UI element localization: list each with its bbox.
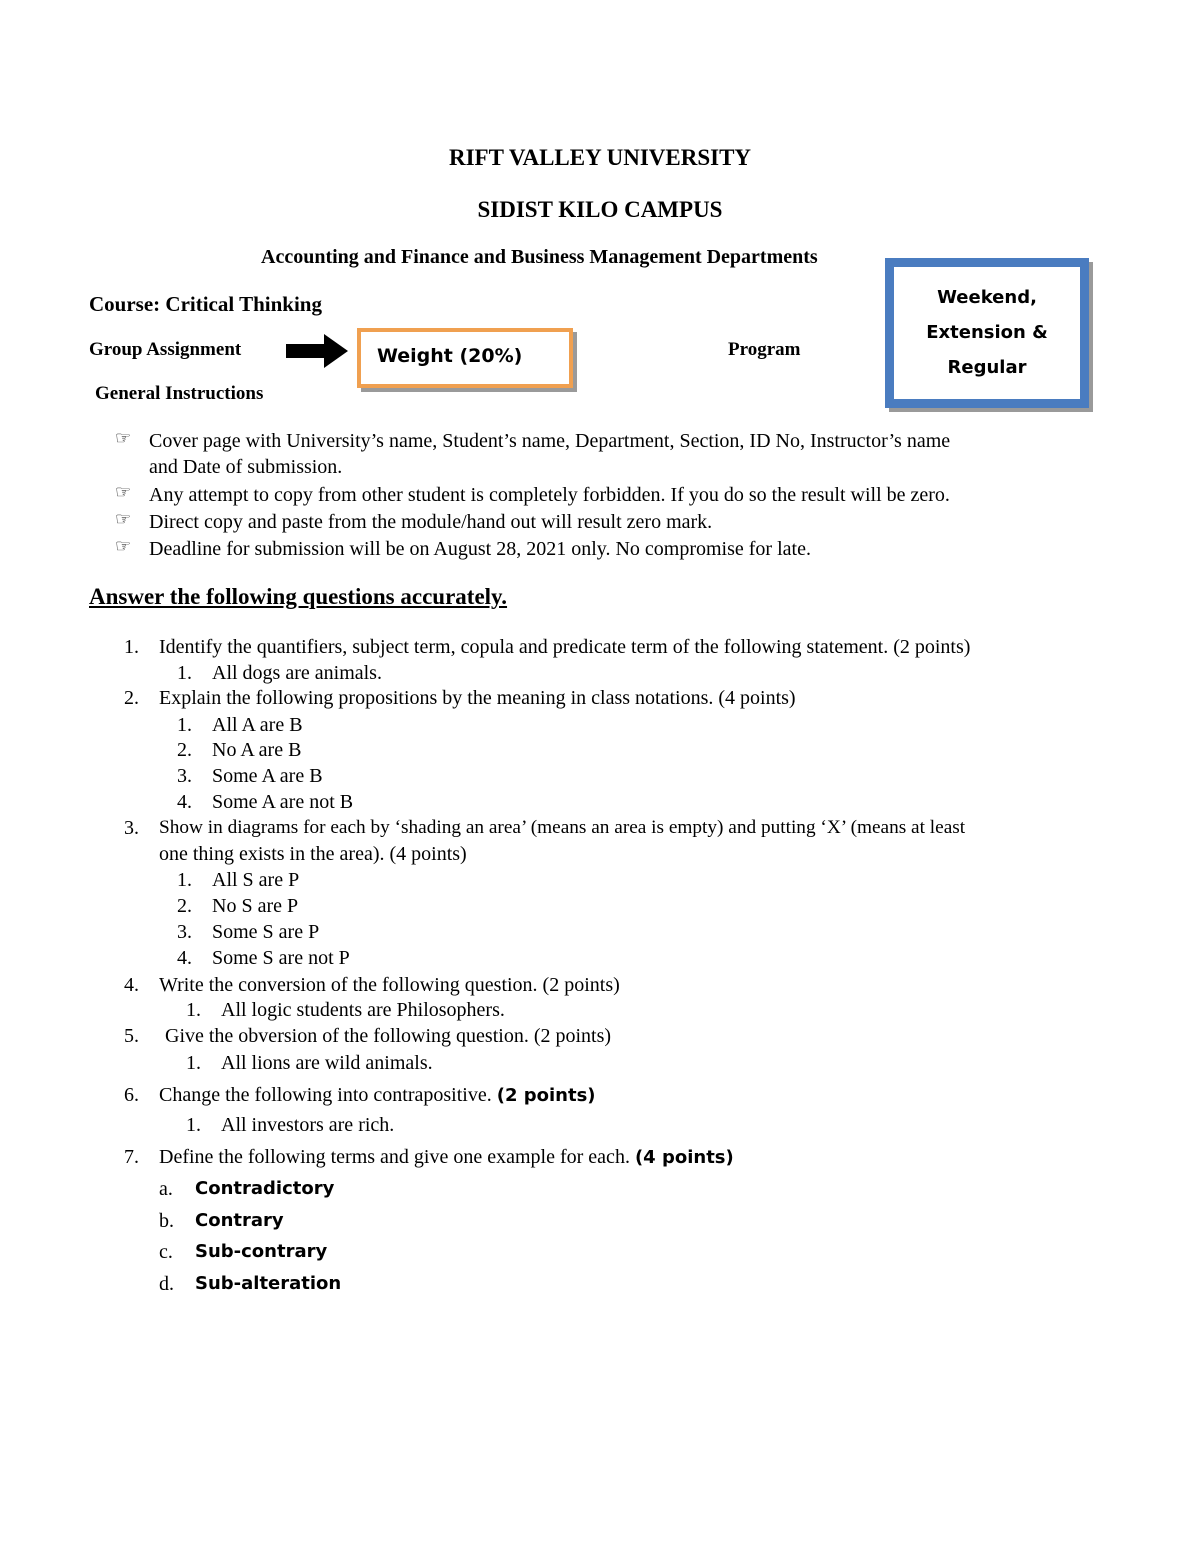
sub-item-text: All S are P [212,869,300,891]
question-7-text [159,1144,734,1171]
question-7-body: Define the following terms and give one example for each. [159,1146,630,1168]
question-6-text [159,1082,596,1109]
question-6-body: Change the following into contrapositive. [159,1084,492,1106]
term-sub-alteration: Sub-alteration [195,1273,342,1294]
sub-item-number: 3. [177,765,192,787]
weight-box [357,328,573,388]
sub-item-text: Some A are not B [212,791,354,813]
question-6-points: (2 points) [496,1085,596,1106]
weight-label: Weight (20%) [377,345,523,367]
instruction-4: Deadline for submission will be on August 28, 2021 only. No compromise for late. [149,538,811,560]
sub-item-number: 4. [177,791,192,813]
sub-item-number: 4. [177,947,192,969]
question-3-line-1: Show in diagrams for each by ‘shading an area’ (means an area is empty) and putting ‘X’ (means at least [159,817,966,838]
university-title: RIFT VALLEY UNIVERSITY [448,145,752,170]
departments-line: Accounting and Finance and Business Management Departments [261,246,818,268]
hand-pointer-icon: ☞ [115,428,132,448]
campus-title: SIDIST KILO CAMPUS [477,197,723,222]
term-contrary: Contrary [195,1210,284,1231]
instruction-3: Direct copy and paste from the module/hand out will result zero mark. [149,511,713,533]
sub-item-number: 1. [186,999,201,1021]
sub-item-text: All dogs are animals. [212,662,382,684]
question-number: 1. [124,636,139,658]
instruction-2: Any attempt to copy from other student is completely forbidden. If you do so the result will be zero. [149,484,950,506]
program-regular: Regular [947,357,1027,378]
term-sub-contrary: Sub-contrary [195,1241,328,1262]
instruction-1-line-2: and Date of submission. [149,456,343,478]
sub-item-text: Some S are P [212,921,320,943]
term-letter: d. [159,1273,174,1295]
sub-item-number: 1. [186,1052,201,1074]
questions-heading: Answer the following questions accurately. [89,584,508,609]
sub-item-number: 1. [186,1114,201,1136]
sub-item-number: 1. [177,662,192,684]
question-3-line-2: one thing exists in the area). (4 points) [159,843,467,865]
question-1-text: Identify the quantifiers, subject term, copula and predicate term of the following statement. (2 points) [159,636,971,658]
question-2-text: Explain the following propositions by the meaning in class notations. (4 points) [159,687,796,709]
term-letter: b. [159,1210,174,1232]
hand-pointer-icon: ☞ [115,536,132,556]
question-number: 4. [124,974,139,996]
sub-item-number: 2. [177,739,192,761]
sub-item-text: Some A are B [212,765,323,787]
term-contradictory: Contradictory [195,1178,335,1199]
question-number: 5. [124,1025,139,1047]
sub-item-text: All logic students are Philosophers. [221,999,505,1021]
hand-pointer-icon: ☞ [115,482,132,502]
question-number: 3. [124,817,139,839]
sub-item-text: All A are B [212,714,303,736]
question-number: 7. [124,1146,139,1168]
sub-item-number: 1. [177,869,192,891]
instruction-1-line-1: Cover page with University’s name, Student’s name, Department, Section, ID No, Instructor’s name [149,430,951,452]
sub-item-text: No A are B [212,739,302,761]
general-instructions-label: General Instructions [95,383,264,404]
sub-item-text: All investors are rich. [221,1114,395,1136]
sub-item-text: Some S are not P [212,947,350,969]
program-box [885,258,1089,408]
program-extension: Extension & [926,322,1048,343]
group-assignment-label: Group Assignment [89,339,242,360]
sub-item-number: 3. [177,921,192,943]
right-arrow-icon [286,334,348,368]
sub-item-text: No S are P [212,895,299,917]
term-letter: c. [159,1241,173,1263]
question-7-points: (4 points) [634,1147,734,1168]
term-letter: a. [159,1178,173,1200]
sub-item-number: 2. [177,895,192,917]
sub-item-text: All lions are wild animals. [221,1052,433,1074]
question-5-text: Give the obversion of the following question. (2 points) [165,1025,612,1047]
sub-item-number: 1. [177,714,192,736]
program-weekend: Weekend, [937,287,1037,308]
course-line: Course: Critical Thinking [89,292,322,316]
question-number: 2. [124,687,139,709]
question-4-text: Write the conversion of the following question. (2 points) [159,974,620,996]
question-number: 6. [124,1084,139,1106]
hand-pointer-icon: ☞ [115,509,132,529]
program-label: Program [728,339,801,360]
